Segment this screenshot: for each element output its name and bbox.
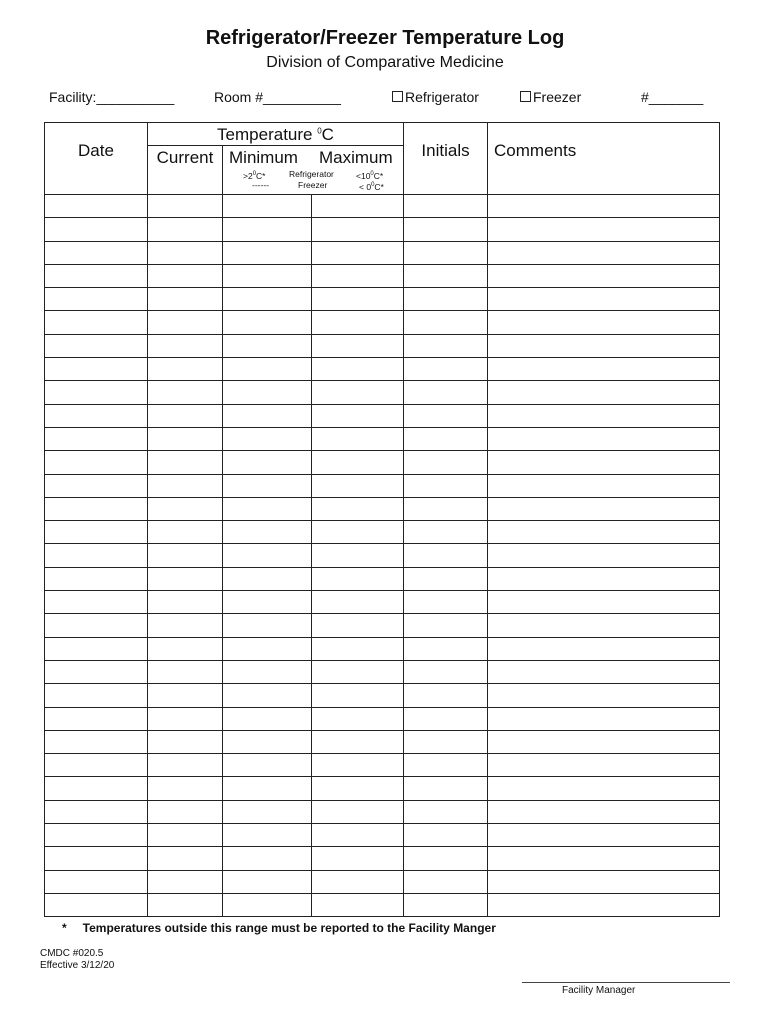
table-row bbox=[45, 241, 720, 264]
page-subtitle: Division of Comparative Medicine bbox=[266, 54, 504, 71]
comments-cell[interactable] bbox=[488, 684, 720, 707]
comments-cell[interactable] bbox=[488, 404, 720, 427]
minimum-cell[interactable] bbox=[223, 730, 312, 753]
degree-sup: 0 bbox=[317, 126, 322, 136]
minimum-cell[interactable] bbox=[223, 381, 312, 404]
temperature-log-table bbox=[44, 122, 720, 917]
initials-cell[interactable] bbox=[404, 521, 488, 544]
min-fridge-range: $>2^0C*$ bbox=[243, 170, 266, 181]
current-cell[interactable] bbox=[148, 893, 223, 916]
current-cell[interactable] bbox=[148, 824, 223, 847]
maximum-cell[interactable] bbox=[312, 637, 404, 660]
date-cell[interactable] bbox=[45, 474, 148, 497]
maximum-cell[interactable] bbox=[312, 567, 404, 590]
maximum-cell[interactable] bbox=[312, 777, 404, 800]
maximum-cell[interactable] bbox=[312, 218, 404, 241]
maximum-cell[interactable] bbox=[312, 288, 404, 311]
minimum-cell[interactable] bbox=[223, 451, 312, 474]
current-cell[interactable] bbox=[148, 637, 223, 660]
initials-cell[interactable] bbox=[404, 847, 488, 870]
date-cell[interactable] bbox=[45, 264, 148, 287]
temperature-header bbox=[148, 123, 404, 146]
initials-cell[interactable] bbox=[404, 684, 488, 707]
minimum-header: Minimum bbox=[229, 148, 298, 167]
comments-cell[interactable] bbox=[488, 637, 720, 660]
signature-line[interactable] bbox=[522, 982, 730, 983]
minimum-cell[interactable] bbox=[223, 474, 312, 497]
initials-cell[interactable] bbox=[404, 311, 488, 334]
maximum-header: Maximum bbox=[318, 148, 393, 167]
initials-cell[interactable] bbox=[404, 218, 488, 241]
current-cell[interactable] bbox=[148, 707, 223, 730]
current-cell[interactable] bbox=[148, 870, 223, 893]
minimum-cell[interactable] bbox=[223, 591, 312, 614]
current-cell[interactable] bbox=[148, 497, 223, 520]
initials-cell[interactable] bbox=[404, 893, 488, 916]
initials-cell[interactable] bbox=[404, 614, 488, 637]
date-cell[interactable] bbox=[45, 381, 148, 404]
initials-header: Initials bbox=[404, 123, 488, 195]
table-row bbox=[45, 707, 720, 730]
table-row bbox=[45, 567, 720, 590]
min-freezer-range: ------ bbox=[252, 180, 269, 190]
current-cell[interactable] bbox=[148, 195, 223, 218]
facility-field[interactable]: Facility:__________ bbox=[49, 89, 175, 105]
maximum-cell[interactable] bbox=[312, 474, 404, 497]
comments-cell[interactable] bbox=[488, 451, 720, 474]
date-cell[interactable] bbox=[45, 870, 148, 893]
comments-cell[interactable] bbox=[488, 614, 720, 637]
refrigerator-checkbox[interactable] bbox=[392, 91, 403, 102]
table-row bbox=[45, 754, 720, 777]
current-cell[interactable] bbox=[148, 754, 223, 777]
minimum-cell[interactable] bbox=[223, 241, 312, 264]
max-fridge-range: $<10^0C*$ bbox=[356, 170, 384, 181]
date-cell[interactable] bbox=[45, 800, 148, 823]
current-cell[interactable] bbox=[148, 264, 223, 287]
minimum-cell[interactable] bbox=[223, 521, 312, 544]
maximum-cell[interactable] bbox=[312, 730, 404, 753]
current-cell[interactable] bbox=[148, 218, 223, 241]
minimum-cell[interactable] bbox=[223, 637, 312, 660]
refrigerator-range-label: Refrigerator bbox=[289, 169, 334, 179]
initials-cell[interactable] bbox=[404, 427, 488, 450]
current-cell[interactable] bbox=[148, 451, 223, 474]
maximum-cell[interactable] bbox=[312, 241, 404, 264]
date-cell[interactable] bbox=[45, 591, 148, 614]
minimum-cell[interactable] bbox=[223, 195, 312, 218]
date-cell[interactable] bbox=[45, 404, 148, 427]
current-cell[interactable] bbox=[148, 427, 223, 450]
effective-date: Effective 3/12/20 bbox=[40, 960, 115, 971]
date-cell[interactable] bbox=[45, 241, 148, 264]
table-row bbox=[45, 893, 720, 916]
date-cell[interactable] bbox=[45, 311, 148, 334]
minimum-cell[interactable] bbox=[223, 614, 312, 637]
table-row bbox=[45, 824, 720, 847]
table-row bbox=[45, 777, 720, 800]
table-row bbox=[45, 800, 720, 823]
maximum-cell[interactable] bbox=[312, 195, 404, 218]
current-cell[interactable] bbox=[148, 544, 223, 567]
comments-cell[interactable] bbox=[488, 241, 720, 264]
freezer-label: Freezer bbox=[533, 89, 582, 105]
date-cell[interactable] bbox=[45, 288, 148, 311]
signature-label: Facility Manager bbox=[562, 985, 636, 996]
comments-cell[interactable] bbox=[488, 264, 720, 287]
date-cell[interactable] bbox=[45, 614, 148, 637]
comments-cell[interactable] bbox=[488, 381, 720, 404]
table-row bbox=[45, 288, 720, 311]
initials-cell[interactable] bbox=[404, 497, 488, 520]
comments-cell[interactable] bbox=[488, 288, 720, 311]
comments-cell[interactable] bbox=[488, 707, 720, 730]
date-cell[interactable] bbox=[45, 358, 148, 381]
minimum-cell[interactable] bbox=[223, 870, 312, 893]
table-row bbox=[45, 218, 720, 241]
range-cell bbox=[223, 168, 404, 195]
comments-cell[interactable] bbox=[488, 195, 720, 218]
table-row bbox=[45, 614, 720, 637]
unit-number-field[interactable]: #_______ bbox=[641, 89, 704, 105]
minimum-cell[interactable] bbox=[223, 754, 312, 777]
maximum-cell[interactable] bbox=[312, 707, 404, 730]
maximum-cell[interactable] bbox=[312, 427, 404, 450]
max-freezer-range: < $0^0C*$ bbox=[359, 181, 384, 192]
table-row bbox=[45, 381, 720, 404]
range-note bbox=[62, 921, 496, 935]
table-row bbox=[45, 474, 720, 497]
initials-cell[interactable] bbox=[404, 567, 488, 590]
table-row bbox=[45, 497, 720, 520]
table-row bbox=[45, 591, 720, 614]
date-cell[interactable] bbox=[45, 544, 148, 567]
comments-cell[interactable] bbox=[488, 730, 720, 753]
date-cell[interactable] bbox=[45, 451, 148, 474]
comments-cell[interactable] bbox=[488, 567, 720, 590]
maximum-cell[interactable] bbox=[312, 893, 404, 916]
current-cell[interactable] bbox=[148, 311, 223, 334]
initials-cell[interactable] bbox=[404, 451, 488, 474]
min-max-header bbox=[223, 146, 404, 169]
comments-cell[interactable] bbox=[488, 544, 720, 567]
initials-cell[interactable] bbox=[404, 707, 488, 730]
comments-cell[interactable] bbox=[488, 334, 720, 357]
maximum-cell[interactable] bbox=[312, 381, 404, 404]
table-row bbox=[45, 544, 720, 567]
table-row bbox=[45, 311, 720, 334]
current-cell[interactable] bbox=[148, 800, 223, 823]
initials-cell[interactable] bbox=[404, 544, 488, 567]
date-cell[interactable] bbox=[45, 660, 148, 683]
minimum-cell[interactable] bbox=[223, 427, 312, 450]
minimum-cell[interactable] bbox=[223, 777, 312, 800]
table-row bbox=[45, 684, 720, 707]
refrigerator-label: Refrigerator bbox=[405, 89, 479, 105]
room-field[interactable]: Room #__________ bbox=[214, 89, 341, 105]
comments-cell[interactable] bbox=[488, 521, 720, 544]
initials-cell[interactable] bbox=[404, 358, 488, 381]
current-cell[interactable] bbox=[148, 847, 223, 870]
current-cell[interactable] bbox=[148, 730, 223, 753]
freezer-range-label: Freezer bbox=[298, 180, 328, 190]
maximum-cell[interactable] bbox=[312, 800, 404, 823]
maximum-cell[interactable] bbox=[312, 264, 404, 287]
current-cell[interactable] bbox=[148, 567, 223, 590]
current-cell[interactable] bbox=[148, 521, 223, 544]
date-cell[interactable] bbox=[45, 707, 148, 730]
minimum-cell[interactable] bbox=[223, 544, 312, 567]
comments-cell[interactable] bbox=[488, 847, 720, 870]
minimum-cell[interactable] bbox=[223, 660, 312, 683]
temperature-label: Temperature bbox=[217, 125, 318, 144]
current-cell[interactable] bbox=[148, 614, 223, 637]
date-cell[interactable] bbox=[45, 730, 148, 753]
initials-cell[interactable] bbox=[404, 241, 488, 264]
comments-cell[interactable] bbox=[488, 824, 720, 847]
table-row bbox=[45, 521, 720, 544]
maximum-cell[interactable] bbox=[312, 544, 404, 567]
initials-cell[interactable] bbox=[404, 660, 488, 683]
current-cell[interactable] bbox=[148, 660, 223, 683]
maximum-cell[interactable] bbox=[312, 358, 404, 381]
initials-cell[interactable] bbox=[404, 591, 488, 614]
maximum-cell[interactable] bbox=[312, 614, 404, 637]
initials-cell[interactable] bbox=[404, 800, 488, 823]
initials-cell[interactable] bbox=[404, 264, 488, 287]
minimum-cell[interactable] bbox=[223, 893, 312, 916]
date-header: Date bbox=[45, 123, 148, 195]
comments-cell[interactable] bbox=[488, 893, 720, 916]
maximum-cell[interactable] bbox=[312, 847, 404, 870]
minimum-cell[interactable] bbox=[223, 264, 312, 287]
maximum-cell[interactable] bbox=[312, 684, 404, 707]
minimum-cell[interactable] bbox=[223, 358, 312, 381]
date-cell[interactable] bbox=[45, 777, 148, 800]
table-row bbox=[45, 264, 720, 287]
maximum-cell[interactable] bbox=[312, 311, 404, 334]
initials-cell[interactable] bbox=[404, 824, 488, 847]
current-cell[interactable] bbox=[148, 474, 223, 497]
initials-cell[interactable] bbox=[404, 195, 488, 218]
comments-cell[interactable] bbox=[488, 311, 720, 334]
date-cell[interactable] bbox=[45, 824, 148, 847]
minimum-cell[interactable] bbox=[223, 311, 312, 334]
maximum-cell[interactable] bbox=[312, 521, 404, 544]
comments-header: Comments bbox=[488, 123, 720, 195]
maximum-cell[interactable] bbox=[312, 591, 404, 614]
date-cell[interactable] bbox=[45, 684, 148, 707]
current-header: Current bbox=[148, 146, 223, 195]
current-cell[interactable] bbox=[148, 684, 223, 707]
initials-cell[interactable] bbox=[404, 288, 488, 311]
table-row bbox=[45, 847, 720, 870]
comments-cell[interactable] bbox=[488, 591, 720, 614]
initials-cell[interactable] bbox=[404, 637, 488, 660]
minimum-cell[interactable] bbox=[223, 567, 312, 590]
table-row bbox=[45, 451, 720, 474]
table-row bbox=[45, 334, 720, 357]
current-cell[interactable] bbox=[148, 591, 223, 614]
maximum-cell[interactable] bbox=[312, 497, 404, 520]
comments-cell[interactable] bbox=[488, 754, 720, 777]
initials-cell[interactable] bbox=[404, 870, 488, 893]
comments-cell[interactable] bbox=[488, 777, 720, 800]
minimum-cell[interactable] bbox=[223, 824, 312, 847]
date-cell[interactable] bbox=[45, 637, 148, 660]
date-cell[interactable] bbox=[45, 334, 148, 357]
form-id: CMDC #020.5 bbox=[40, 948, 104, 959]
comments-cell[interactable] bbox=[488, 800, 720, 823]
comments-cell[interactable] bbox=[488, 660, 720, 683]
maximum-cell[interactable] bbox=[312, 870, 404, 893]
current-cell[interactable] bbox=[148, 288, 223, 311]
initials-cell[interactable] bbox=[404, 777, 488, 800]
minimum-cell[interactable] bbox=[223, 288, 312, 311]
comments-cell[interactable] bbox=[488, 474, 720, 497]
table-row bbox=[45, 870, 720, 893]
minimum-cell[interactable] bbox=[223, 684, 312, 707]
table-row bbox=[45, 195, 720, 218]
page-title: Refrigerator/Freezer Temperature Log bbox=[205, 27, 565, 49]
table-row bbox=[45, 427, 720, 450]
date-cell[interactable] bbox=[45, 847, 148, 870]
initials-cell[interactable] bbox=[404, 334, 488, 357]
maximum-cell[interactable] bbox=[312, 451, 404, 474]
refrigerator-option[interactable] bbox=[392, 89, 479, 105]
freezer-option[interactable] bbox=[520, 89, 581, 105]
current-cell[interactable] bbox=[148, 381, 223, 404]
current-cell[interactable] bbox=[148, 334, 223, 357]
initials-cell[interactable] bbox=[404, 754, 488, 777]
range-note-text: Temperatures outside this range must be reported to the Facility Manger bbox=[82, 921, 496, 935]
table-row bbox=[45, 358, 720, 381]
initials-cell[interactable] bbox=[404, 730, 488, 753]
date-cell[interactable] bbox=[45, 497, 148, 520]
date-cell[interactable] bbox=[45, 567, 148, 590]
table-row bbox=[45, 637, 720, 660]
current-cell[interactable] bbox=[148, 777, 223, 800]
comments-cell[interactable] bbox=[488, 870, 720, 893]
comments-cell[interactable] bbox=[488, 427, 720, 450]
date-cell[interactable] bbox=[45, 754, 148, 777]
minimum-cell[interactable] bbox=[223, 847, 312, 870]
minimum-cell[interactable] bbox=[223, 218, 312, 241]
comments-cell[interactable] bbox=[488, 218, 720, 241]
asterisk-icon: * bbox=[62, 921, 67, 935]
initials-cell[interactable] bbox=[404, 381, 488, 404]
freezer-checkbox[interactable] bbox=[520, 91, 531, 102]
table-row bbox=[45, 730, 720, 753]
minimum-cell[interactable] bbox=[223, 800, 312, 823]
minimum-cell[interactable] bbox=[223, 707, 312, 730]
current-cell[interactable] bbox=[148, 358, 223, 381]
date-cell[interactable] bbox=[45, 427, 148, 450]
initials-cell[interactable] bbox=[404, 404, 488, 427]
table-row bbox=[45, 404, 720, 427]
current-cell[interactable] bbox=[148, 241, 223, 264]
minimum-cell[interactable] bbox=[223, 404, 312, 427]
table-row bbox=[45, 660, 720, 683]
minimum-cell[interactable] bbox=[223, 334, 312, 357]
date-cell[interactable] bbox=[45, 521, 148, 544]
maximum-cell[interactable] bbox=[312, 754, 404, 777]
date-cell[interactable] bbox=[45, 195, 148, 218]
maximum-cell[interactable] bbox=[312, 660, 404, 683]
current-cell[interactable] bbox=[148, 404, 223, 427]
initials-cell[interactable] bbox=[404, 474, 488, 497]
comments-cell[interactable] bbox=[488, 497, 720, 520]
maximum-cell[interactable] bbox=[312, 404, 404, 427]
date-cell[interactable] bbox=[45, 218, 148, 241]
comments-cell[interactable] bbox=[488, 358, 720, 381]
maximum-cell[interactable] bbox=[312, 334, 404, 357]
minimum-cell[interactable] bbox=[223, 497, 312, 520]
celsius-unit: C bbox=[321, 125, 334, 144]
maximum-cell[interactable] bbox=[312, 824, 404, 847]
date-cell[interactable] bbox=[45, 893, 148, 916]
